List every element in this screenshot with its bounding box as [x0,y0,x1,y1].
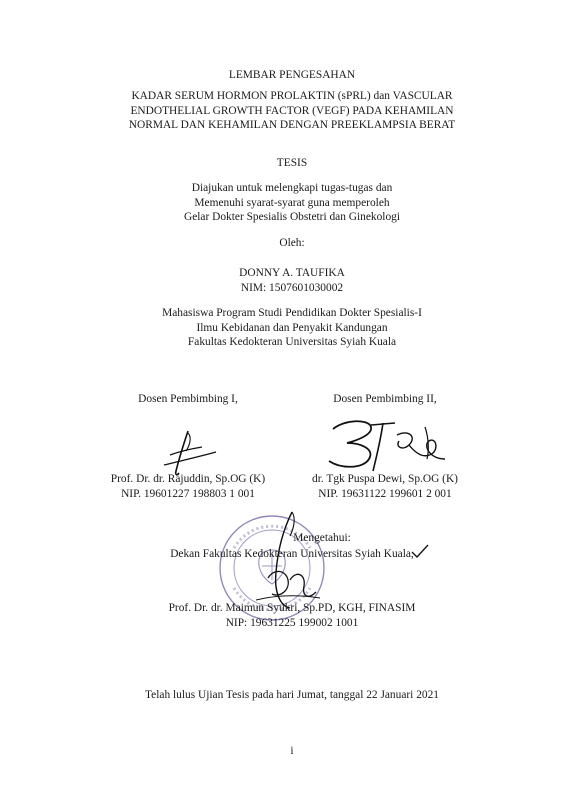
supervisor-2-info [297,472,473,501]
dean-info [0,601,584,630]
thesis-title-line-1: KADAR SERUM HORMON PROLAKTIN (sPRL) dan VASCULAR [131,90,453,102]
author-block [0,266,584,295]
thesis-title-line-3: NORMAL DAN KEHAMILAN DENGAN PREEKLAMPSIA BERAT [128,119,456,131]
approval-position-text: Dekan Fakultas Kedokteran Universitas Syiah Kuala, [170,548,414,560]
purpose-block [0,181,584,225]
document-type [0,156,584,171]
supervisor-1-role-text: Dosen Pembimbing I, [138,393,238,405]
by-label [0,236,584,251]
supervisor-1-nip: NIP. 19601227 198803 1 001 [121,487,255,500]
supervisor-1-info [103,472,273,501]
by-label-text: Oleh: [279,237,305,249]
program-line-3: Fakultas Kedokteran Universitas Syiah Kuala [187,336,397,348]
supervisor-2-nip: NIP. 19631122 199601 2 001 [318,487,452,500]
page-number-text: i [290,745,294,757]
supervisor-2-name: dr. Tgk Puspa Dewi, Sp.OG (K) [312,473,458,485]
program-line-1: Mahasiswa Program Studi Pendidikan Dokter Spesialis-I [162,307,422,319]
program-line-2: Ilmu Kebidanan dan Penyakit Kandungan [196,321,388,334]
page-number [0,744,584,759]
purpose-line-2: Memenuhi syarat-syarat guna memperoleh [194,196,390,209]
passed-statement-text: Telah lulus Ujian Tesis pada hari Jumat, tanggal 22 Januari 2021 [145,689,439,701]
approval-label-text: Mengetahui: [293,532,351,544]
page-title [0,68,584,83]
check-mark-icon [410,543,430,559]
purpose-line-3: Gelar Dokter Spesialis Obstetri dan Ginekologi [183,211,401,223]
supervisor-2-signature [325,415,455,477]
dean-nip: NIP: 19631225 199002 1001 [225,616,359,629]
purpose-line-1: Diajukan untuk melengkapi tugas-tugas dan [191,182,393,194]
supervisor-2-role [300,392,470,407]
thesis-title [0,89,584,133]
program-block [0,306,584,350]
page-title-text: LEMBAR PENGESAHAN [228,69,356,81]
supervisor-2-role-text: Dosen Pembimbing II, [333,393,437,405]
author-nim: NIM: 1507601030002 [240,281,344,294]
document-type-label: TESIS [276,157,308,169]
thesis-title-line-2: ENDOTHELIAL GROWTH FACTOR (VEGF) PADA KEHAMILAN [130,104,454,117]
author-name: DONNY A. TAUFIKA [239,267,345,279]
dean-name: Prof. Dr. dr. Maimun Syukri, Sp.PD, KGH, FINASIM [168,602,416,614]
supervisor-1-role [103,392,273,407]
passed-statement [0,688,584,703]
supervisor-1-name: Prof. Dr. dr. Rajuddin, Sp.OG (K) [110,473,266,485]
